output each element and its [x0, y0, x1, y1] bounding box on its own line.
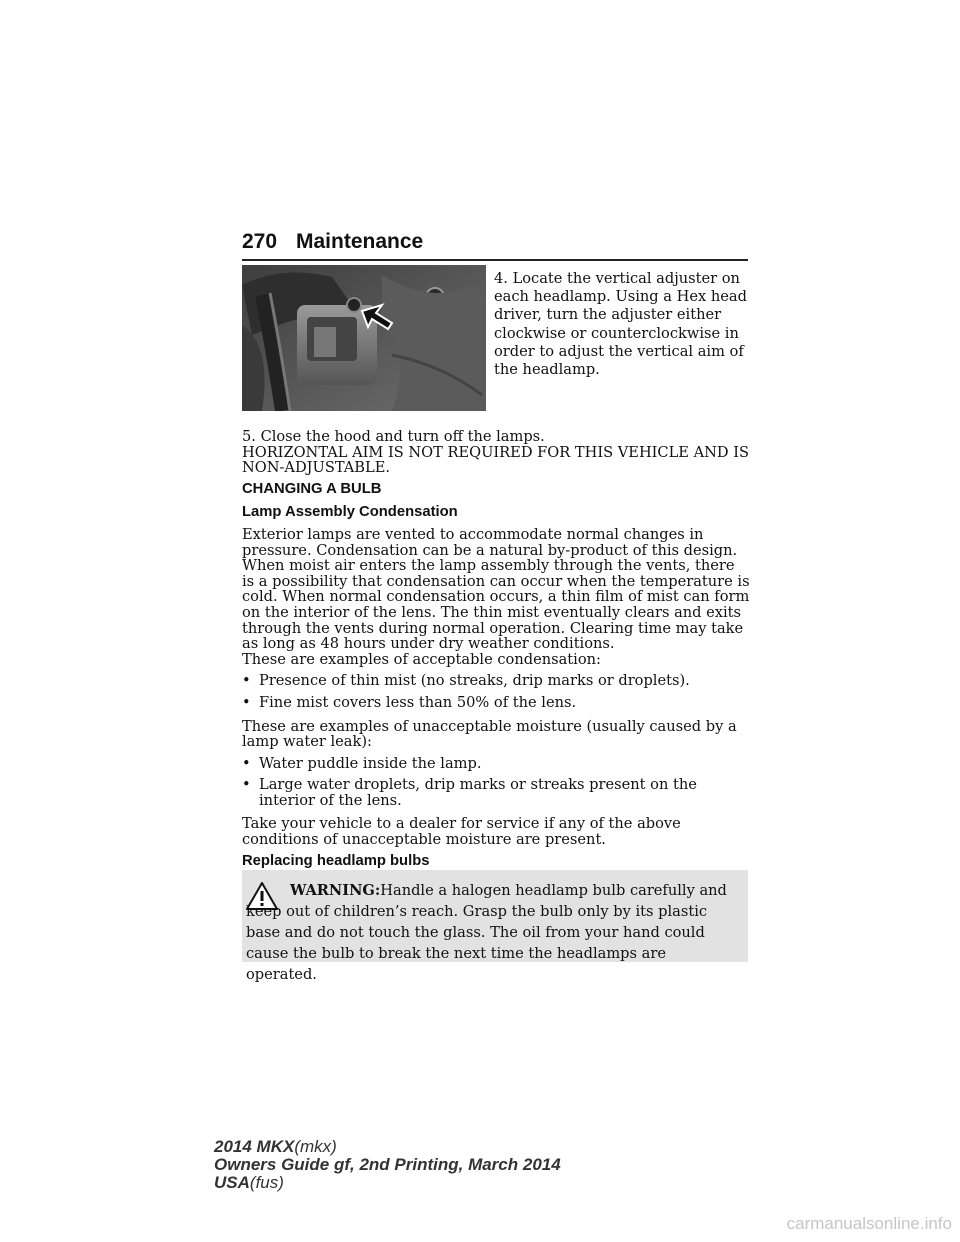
footer-model: 2014 MKX	[214, 1137, 295, 1156]
document-footer	[214, 1138, 561, 1192]
changing-bulb-heading: CHANGING A BULB	[242, 480, 382, 497]
page-header	[242, 230, 748, 260]
page-number: 270	[242, 230, 278, 253]
section-title: Maintenance	[296, 230, 424, 253]
horizontal-aim-note: HORIZONTAL AIM IS NOT REQUIRED FOR THIS VEHICLE AND IS NON-ADJUSTABLE.	[242, 443, 749, 477]
watermark: carmanualsonline.info	[786, 1214, 952, 1233]
warning-label: WARNING:	[290, 882, 381, 899]
footer-model-code: (mkx)	[294, 1137, 337, 1156]
condensation-heading: Lamp Assembly Condensation	[242, 504, 458, 521]
list-item: • Fine mist covers less than 50% of the lens.	[242, 693, 577, 711]
warning-text	[246, 880, 740, 985]
unacceptable-intro: These are examples of unacceptable moisture (usually caused by a lamp water leak):	[242, 717, 737, 751]
header-rule	[242, 259, 748, 261]
headlamp-adjuster-figure	[242, 265, 486, 411]
acceptable-intro: These are examples of acceptable condensation:	[242, 650, 601, 668]
replacing-headlamp-heading: Replacing headlamp bulbs	[242, 852, 430, 869]
main-body	[242, 429, 750, 869]
step-4-text: 4. Locate the vertical adjuster on each headlamp. Using a Hex head driver, turn the adjuster either clockwise or counterclockwise in order to adjust the vertical aim of the headlamp.	[494, 270, 747, 379]
dealer-note: Take your vehicle to a dealer for service if any of the above conditions of unacceptable moisture are present.	[242, 815, 681, 849]
bullet-icon: •	[242, 754, 251, 772]
list-item: • Presence of thin mist (no streaks, drip marks or droplets).	[242, 672, 690, 690]
list-item: • Large water droplets, drip marks or streaks present on the interior of the lens.	[242, 776, 697, 809]
headlamp-vertical-adjuster-illustration	[242, 265, 486, 411]
bullet-icon: •	[242, 693, 251, 711]
warning-box	[242, 870, 748, 983]
list-item: • Water puddle inside the lamp.	[242, 754, 482, 772]
bullet-icon: •	[242, 672, 251, 690]
footer-market-code: (fus)	[249, 1173, 284, 1192]
bullet-icon: •	[242, 776, 251, 794]
footer-guide-info: Owners Guide gf, 2nd Printing, March 2014	[214, 1155, 561, 1174]
footer-market: USA	[214, 1173, 250, 1192]
condensation-paragraph: Exterior lamps are vented to accommodate normal changes in pressure. Condensation can be a natural by-product of this design. When moist air enters the lamp assembly through the vents, there is a possibility that condensation can occur when the temperature is cold. When normal condensation occurs, a thin film of mist can form on the interior of the lens. The thin mist eventually clears and exits through the vents during normal operation. Clearing time may take as long as 48 hours under dry weather conditions.	[242, 525, 750, 653]
warning-body: Handle a halogen headlamp bulb carefully and keep out of children’s reach. Grasp the bulb only by its plastic base and do not touch the glass. The oil from your hand could cause the bulb to break the next time the headlamps are operated.	[246, 882, 727, 983]
step-5-text: 5. Close the hood and turn off the lamps.	[242, 428, 545, 445]
